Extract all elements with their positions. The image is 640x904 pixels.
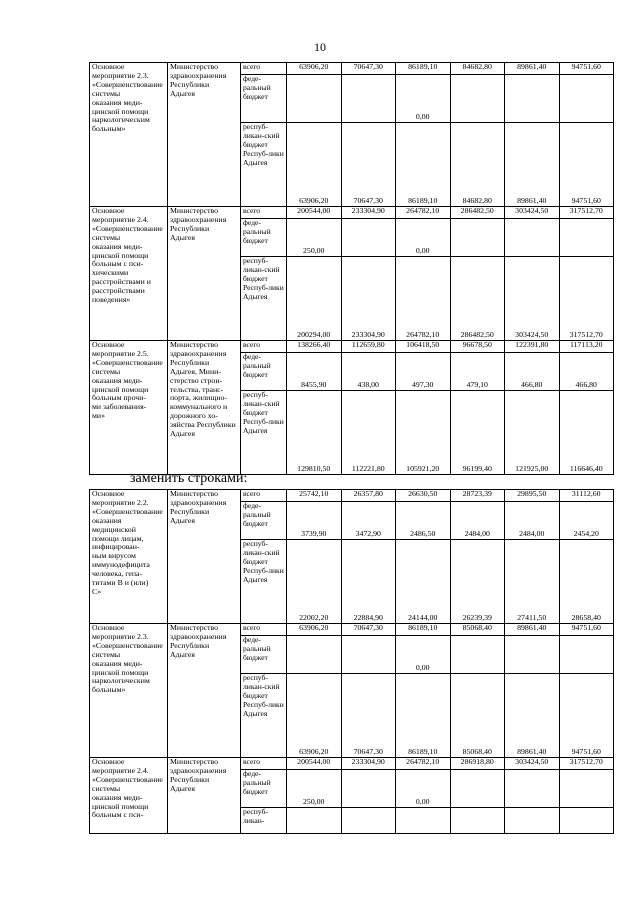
responsible-executor-line: Республики (170, 774, 210, 784)
funding-amount (559, 219, 614, 257)
funding-amount: 121925,00 (505, 391, 560, 475)
responsible-executor-line: Адыгея (170, 88, 195, 98)
funding-amount: 117113,20 (559, 341, 614, 353)
responsible-executor (168, 207, 241, 341)
funding-source: респуб-ликан- (241, 808, 287, 834)
funding-source: всего (241, 490, 287, 502)
funding-amount: 112221,80 (341, 391, 396, 475)
activity-description-line: оказания меди- (92, 241, 143, 251)
responsible-executor-line: Республики (170, 357, 210, 367)
responsible-executor (168, 341, 241, 475)
activity-description-line: наркологическим (92, 676, 150, 686)
funding-amount: 264782,10 (396, 207, 451, 219)
funding-amount: 0,00 (396, 219, 451, 257)
activity-description-line: цинской помощи (92, 801, 149, 811)
responsible-executor-line: Адыгея (170, 783, 195, 793)
funding-amount: 63906,20 (287, 674, 342, 758)
responsible-executor-line: здравоохранения (170, 497, 227, 507)
funding-amount: 26239,39 (450, 540, 505, 624)
funding-amount: 96678,50 (450, 341, 505, 353)
responsible-executor-line: Адыгея (170, 649, 195, 659)
funding-amount (341, 75, 396, 123)
responsible-executor-line: стерство строи- (170, 375, 223, 385)
funding-amount: 2454,20 (559, 502, 614, 540)
funding-amount (505, 770, 560, 808)
responsible-executor-line: Министерство (170, 340, 219, 349)
funding-amount (341, 636, 396, 674)
activity-description-line: С» (92, 586, 102, 596)
funding-amount: 70647,30 (341, 674, 396, 758)
funding-amount: 250,00 (287, 219, 342, 257)
funding-source: феде-ральный бюджет (241, 219, 287, 257)
funding-amount: 86189,10 (396, 674, 451, 758)
funding-amount: 27411,50 (505, 540, 560, 624)
funding-amount: 200544,00 (287, 207, 342, 219)
responsible-executor-line: Адыгея, Мини- (170, 366, 221, 376)
funding-amount: 0,00 (396, 75, 451, 123)
funding-amount: 25742,10 (287, 490, 342, 502)
responsible-executor-line: Министерство (170, 757, 219, 766)
funding-source: респуб-ликан-ский бюджет Респуб-лики Адыгея (241, 540, 287, 624)
page-number: 10 (314, 40, 326, 54)
funding-amount (341, 808, 396, 834)
responsible-executor-line: Республики (170, 640, 210, 650)
activity-description-line: хическими расстройствами и (92, 268, 151, 287)
funding-amount: 264782,10 (396, 257, 451, 341)
responsible-executor-line: Республики (170, 506, 210, 516)
responsible-executor (168, 758, 241, 834)
funding-amount: 200294,00 (287, 257, 342, 341)
funding-amount: 28658,40 (559, 540, 614, 624)
responsible-executor-line: Адыгея (170, 232, 195, 242)
funding-amount: 2484,00 (450, 502, 505, 540)
funding-amount: 22884,90 (341, 540, 396, 624)
activity-description-line: «Совершенствование системы (92, 223, 163, 242)
table-row (90, 63, 614, 75)
funding-source: феде-ральный бюджет (241, 770, 287, 808)
activity-description-line: Основное мероприятие 2.4. (92, 757, 149, 775)
activity-description-line: Основное мероприятие 2.5. (92, 340, 149, 358)
funding-amount: 233304,90 (341, 207, 396, 219)
funding-amount: 24144,00 (396, 540, 451, 624)
responsible-executor (168, 490, 241, 624)
table-row (90, 207, 614, 219)
responsible-executor-line: Министерство (170, 62, 219, 71)
funding-amount (396, 808, 451, 834)
funding-amount: 317512,70 (559, 207, 614, 219)
funding-amount: 29895,50 (505, 490, 560, 502)
funding-amount: 63906,20 (287, 63, 342, 75)
funding-amount: 0,00 (396, 636, 451, 674)
activity-description-line: поведения» (92, 295, 131, 305)
funding-amount: 86189,10 (396, 63, 451, 75)
funding-amount (450, 770, 505, 808)
funding-amount (559, 75, 614, 123)
funding-source: респуб-ликан-ский бюджет Респуб-лики Адыгея (241, 257, 287, 341)
funding-source: всего (241, 624, 287, 636)
activity-description (90, 341, 168, 475)
funding-amount: 2486,50 (396, 502, 451, 540)
funding-source: респуб-ликан-ский бюджет Респуб-лики Адыгея (241, 674, 287, 758)
activity-description-line: ми» (92, 411, 106, 421)
funding-amount: 479,10 (450, 353, 505, 391)
activity-description (90, 63, 168, 207)
funding-amount: 122391,80 (505, 341, 560, 353)
funding-source: феде-ральный бюджет (241, 502, 287, 540)
funding-amount: 22002,20 (287, 540, 342, 624)
table-row (90, 758, 614, 770)
responsible-executor-line: Министерство (170, 489, 219, 498)
responsible-executor-line: здравоохранения (170, 214, 227, 224)
responsible-executor-line: здравоохранения (170, 631, 227, 641)
activity-description-line: ным вирусом (92, 551, 136, 561)
activity-description-line: «Совершенствование системы (92, 774, 163, 793)
responsible-executor-line: тельства, транс- (170, 384, 224, 394)
table-row (90, 624, 614, 636)
funding-amount: 129810,50 (287, 391, 342, 475)
activity-description (90, 758, 168, 834)
funding-amount: 112659,80 (341, 341, 396, 353)
funding-amount: 466,80 (559, 353, 614, 391)
responsible-executor-line: Республики (170, 79, 210, 89)
activity-description-line: цинской помощи (92, 250, 149, 260)
activity-description-line: Основное мероприятие 2.2. (92, 489, 149, 507)
activity-description-line: больным прочи- (92, 393, 146, 403)
funding-amount: 317512,70 (559, 257, 614, 341)
activity-description-line: «Совершенствование системы (92, 357, 163, 376)
funding-amount (559, 770, 614, 808)
funding-amount: 89861,40 (505, 624, 560, 636)
funding-amount: 28723,39 (450, 490, 505, 502)
funding-amount: 96199,40 (450, 391, 505, 475)
activity-description-line: ми заболевания- (92, 402, 147, 412)
responsible-executor-line: здравоохранения (170, 348, 227, 358)
funding-amount: 89861,40 (505, 674, 560, 758)
activity-description-line: больным с пси- (92, 259, 144, 269)
funding-amount: 138266,40 (287, 341, 342, 353)
program-table-replacement (89, 489, 614, 834)
activity-description (90, 207, 168, 341)
activity-description-line: инфицирован- (92, 542, 140, 552)
activity-description-line: расстройствами (92, 286, 145, 296)
funding-amount: 303424,50 (505, 758, 560, 770)
funding-amount: 26357,80 (341, 490, 396, 502)
funding-amount: 264782,10 (396, 758, 451, 770)
funding-source: всего (241, 207, 287, 219)
activity-description-line: иммунодефицита (92, 560, 150, 570)
funding-amount: 70647,30 (341, 624, 396, 636)
activity-description-line: цинской помощи (92, 667, 149, 677)
activity-description-line: больным» (92, 124, 126, 134)
responsible-executor-line: дорожного хо- (170, 411, 218, 421)
funding-amount (287, 636, 342, 674)
responsible-executor-line: коммунального и (170, 402, 228, 412)
responsible-executor (168, 63, 241, 207)
activity-description-line: помощи лицам, (92, 533, 144, 543)
funding-amount: 84682,80 (450, 123, 505, 207)
activity-description (90, 490, 168, 624)
activity-description-line: «Совершенствование оказания (92, 506, 163, 525)
funding-amount: 89861,40 (505, 63, 560, 75)
funding-amount: 200544,00 (287, 758, 342, 770)
activity-description-line: оказания меди- (92, 792, 143, 802)
funding-amount (341, 770, 396, 808)
funding-source: респуб-ликан-ский бюджет Респуб-лики Адыгея (241, 391, 287, 475)
funding-amount: 8455,90 (287, 353, 342, 391)
funding-amount: 286482,50 (450, 257, 505, 341)
activity-description-line: цинской помощи (92, 384, 149, 394)
funding-amount: 303424,50 (505, 257, 560, 341)
funding-amount: 0,00 (396, 770, 451, 808)
activity-description-line: больным с пси- (92, 810, 144, 820)
funding-amount: 438,00 (341, 353, 396, 391)
funding-amount (505, 636, 560, 674)
responsible-executor (168, 624, 241, 758)
table-row (90, 341, 614, 353)
funding-amount: 89861,40 (505, 123, 560, 207)
activity-description-line: Основное мероприятие 2.3. (92, 623, 149, 641)
funding-amount (450, 219, 505, 257)
funding-amount: 250,00 (287, 770, 342, 808)
funding-amount: 85068,40 (450, 674, 505, 758)
funding-amount: 26630,50 (396, 490, 451, 502)
funding-source: всего (241, 341, 287, 353)
activity-description-line: человека, гепа- (92, 569, 143, 579)
activity-description (90, 624, 168, 758)
activity-description-line: цинской помощи (92, 106, 149, 116)
responsible-executor-line: зяйства Республики Адыгея (170, 420, 236, 439)
activity-description-line: Основное мероприятие 2.4. (92, 206, 149, 224)
responsible-executor-line: здравоохранения (170, 765, 227, 775)
activity-description-line: больным» (92, 685, 126, 695)
funding-amount: 94751,60 (559, 123, 614, 207)
funding-source: феде-ральный бюджет (241, 75, 287, 123)
funding-amount: 106418,50 (396, 341, 451, 353)
funding-amount (450, 636, 505, 674)
funding-amount (505, 75, 560, 123)
funding-amount: 497,30 (396, 353, 451, 391)
program-table-original (89, 62, 614, 475)
funding-amount: 466,80 (505, 353, 560, 391)
activity-description-line: оказания меди- (92, 375, 143, 385)
funding-source: респуб-ликан-ский бюджет Респуб-лики Адыгея (241, 123, 287, 207)
funding-amount: 70647,30 (341, 123, 396, 207)
activity-description-line: медицинской (92, 524, 136, 534)
funding-amount (450, 75, 505, 123)
activity-description-line: Основное мероприятие 2.3. (92, 62, 149, 80)
funding-amount: 3472,90 (341, 502, 396, 540)
funding-amount: 85068,40 (450, 624, 505, 636)
funding-amount (559, 808, 614, 834)
funding-amount (287, 808, 342, 834)
responsible-executor-line: Адыгея (170, 515, 195, 525)
responsible-executor-line: здравоохранения (170, 70, 227, 80)
funding-amount: 317512,70 (559, 758, 614, 770)
funding-amount: 3739,90 (287, 502, 342, 540)
table-row (90, 490, 614, 502)
funding-amount: 286918,80 (450, 758, 505, 770)
funding-amount (505, 219, 560, 257)
funding-amount: 286482,50 (450, 207, 505, 219)
activity-description-line: титами В и (или) (92, 578, 149, 588)
replace-with-rows-heading: заменить строками: (130, 471, 248, 486)
funding-source: всего (241, 63, 287, 75)
funding-amount: 233304,90 (341, 257, 396, 341)
funding-amount: 233304,90 (341, 758, 396, 770)
funding-amount: 86189,10 (396, 123, 451, 207)
activity-description-line: «Совершенствование системы (92, 640, 163, 659)
funding-amount: 94751,60 (559, 63, 614, 75)
responsible-executor-line: Республики (170, 223, 210, 233)
funding-amount: 31112,60 (559, 490, 614, 502)
activity-description-line: оказания меди- (92, 658, 143, 668)
funding-amount (450, 808, 505, 834)
funding-source: всего (241, 758, 287, 770)
funding-amount: 94751,60 (559, 674, 614, 758)
funding-amount (559, 636, 614, 674)
funding-amount (505, 808, 560, 834)
funding-amount: 84682,80 (450, 63, 505, 75)
funding-amount: 116646,40 (559, 391, 614, 475)
funding-amount: 63906,20 (287, 123, 342, 207)
responsible-executor-line: Министерство (170, 206, 219, 215)
funding-amount: 63906,20 (287, 624, 342, 636)
funding-amount: 2484,00 (505, 502, 560, 540)
responsible-executor-line: порта, жилищно- (170, 393, 228, 403)
funding-amount (341, 219, 396, 257)
responsible-executor-line: Министерство (170, 623, 219, 632)
funding-amount: 94751,60 (559, 624, 614, 636)
funding-source: феде-ральный бюджет (241, 636, 287, 674)
funding-source: феде-ральный бюджет (241, 353, 287, 391)
funding-amount: 105921,20 (396, 391, 451, 475)
funding-amount: 86189,10 (396, 624, 451, 636)
activity-description-line: оказания меди- (92, 97, 143, 107)
funding-amount: 303424,50 (505, 207, 560, 219)
activity-description-line: «Совершенствование системы (92, 79, 163, 98)
activity-description-line: наркологическим (92, 115, 150, 125)
funding-amount: 70647,30 (341, 63, 396, 75)
funding-amount (287, 75, 342, 123)
